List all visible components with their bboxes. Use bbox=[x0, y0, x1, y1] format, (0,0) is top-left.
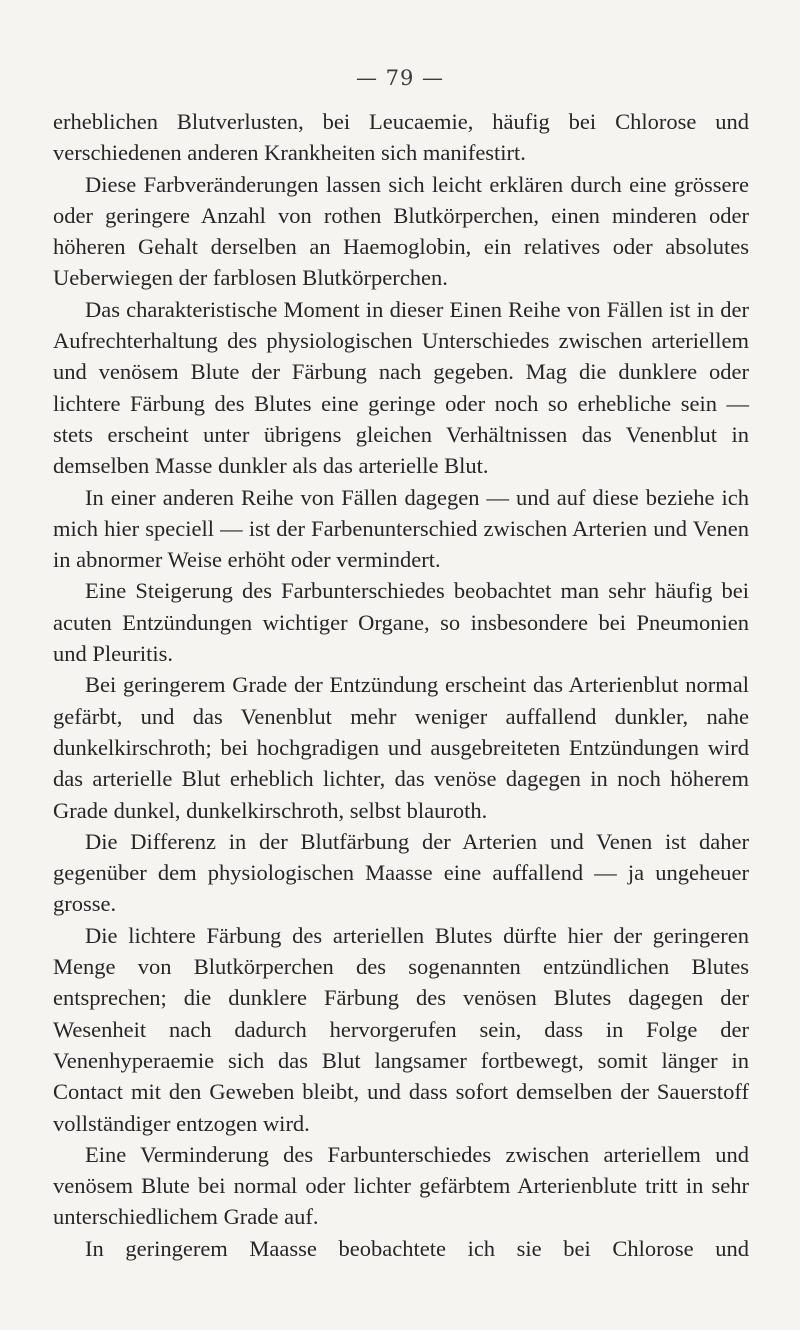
paragraph: Die Differenz in der Blutfärbung der Arterien und Venen ist daher gegenüber dem physiologischen Maasse eine auffallend — ja ungeheuer grosse. bbox=[53, 828, 749, 917]
paragraph: Bei geringerem Grade der Entzündung erscheint das Arterienblut normal gefärbt, und das Venenblut mehr weniger auffallend dunkler, nahe dunkelkirschroth; bei hochgradigen und ausgebreiteten Entzündungen wird das arterielle Blut erheblich lichter, das venöse dagegen in noch höherem Grade dunkel, dunkelkirschroth, selbst blauroth. bbox=[53, 672, 749, 823]
paragraph-continuation: erheblichen Blutverlusten, bei Leucaemie, häufig bei Chlorose und verschiedenen anderen Krankheiten sich manifestirt. bbox=[53, 109, 749, 166]
paragraph-final-line: In geringerem Maasse beobachtete ich sie bei Chlorose und bbox=[85, 1235, 749, 1261]
body-text bbox=[53, 106, 749, 1264]
paragraph: In einer anderen Reihe von Fällen dagegen — und auf diese beziehe ich mich hier speciell — ist der Farbenunterschied zwischen Arterien und Venen in abnormer Weise erhöht oder vermindert. bbox=[53, 484, 749, 573]
paragraph: Eine Steigerung des Farbunterschiedes beobachtet man sehr häufig bei acuten Entzündungen wichtiger Organe, so insbesondere bei Pneumonien und Pleuritis. bbox=[53, 578, 749, 667]
paragraph: Diese Farbveränderungen lassen sich leicht erklären durch eine grössere oder geringere Anzahl von rothen Blutkörperchen, einen minderen oder höheren Gehalt derselben an Haemoglobin, ein relatives oder absolutes Ueberwiegen der farblosen Blutkörperchen. bbox=[53, 171, 749, 291]
paragraph: Das charakteristische Moment in dieser Einen Reihe von Fällen ist in der Aufrechterhaltung des physiologischen Unterschiedes zwischen arteriellem und venösem Blute der Färbung nach gegeben. Mag die dunklere oder lichtere Färbung des Blutes eine geringe oder noch so erhebliche sein — stets erscheint unter übrigens gleichen Verhältnissen das Venenblut in demselben Masse dunkler als das arterielle Blut. bbox=[53, 296, 749, 479]
paragraph: Die lichtere Färbung des arteriellen Blutes dürfte hier der geringeren Menge von Blutkörperchen des sogenannten entzündlichen Blutes entsprechen; die dunklere Färbung des venösen Blutes dagegen der Wesenheit nach dadurch hervorgerufen sein, dass in Folge der Venenhyperaemie sich das Blut langsamer fortbewegt, somit länger in Contact mit den Geweben bleibt, und dass sofort demselben der Sauerstoff vollständiger entzogen wird. bbox=[53, 922, 749, 1136]
page-number: — 79 — bbox=[355, 66, 445, 90]
paragraph: Eine Verminderung des Farbunterschiedes zwischen arteriellem und venösem Blute bei normal oder lichter gefärbtem Arterienblute tritt in sehr unterschiedlichem Grade auf. bbox=[53, 1141, 749, 1230]
